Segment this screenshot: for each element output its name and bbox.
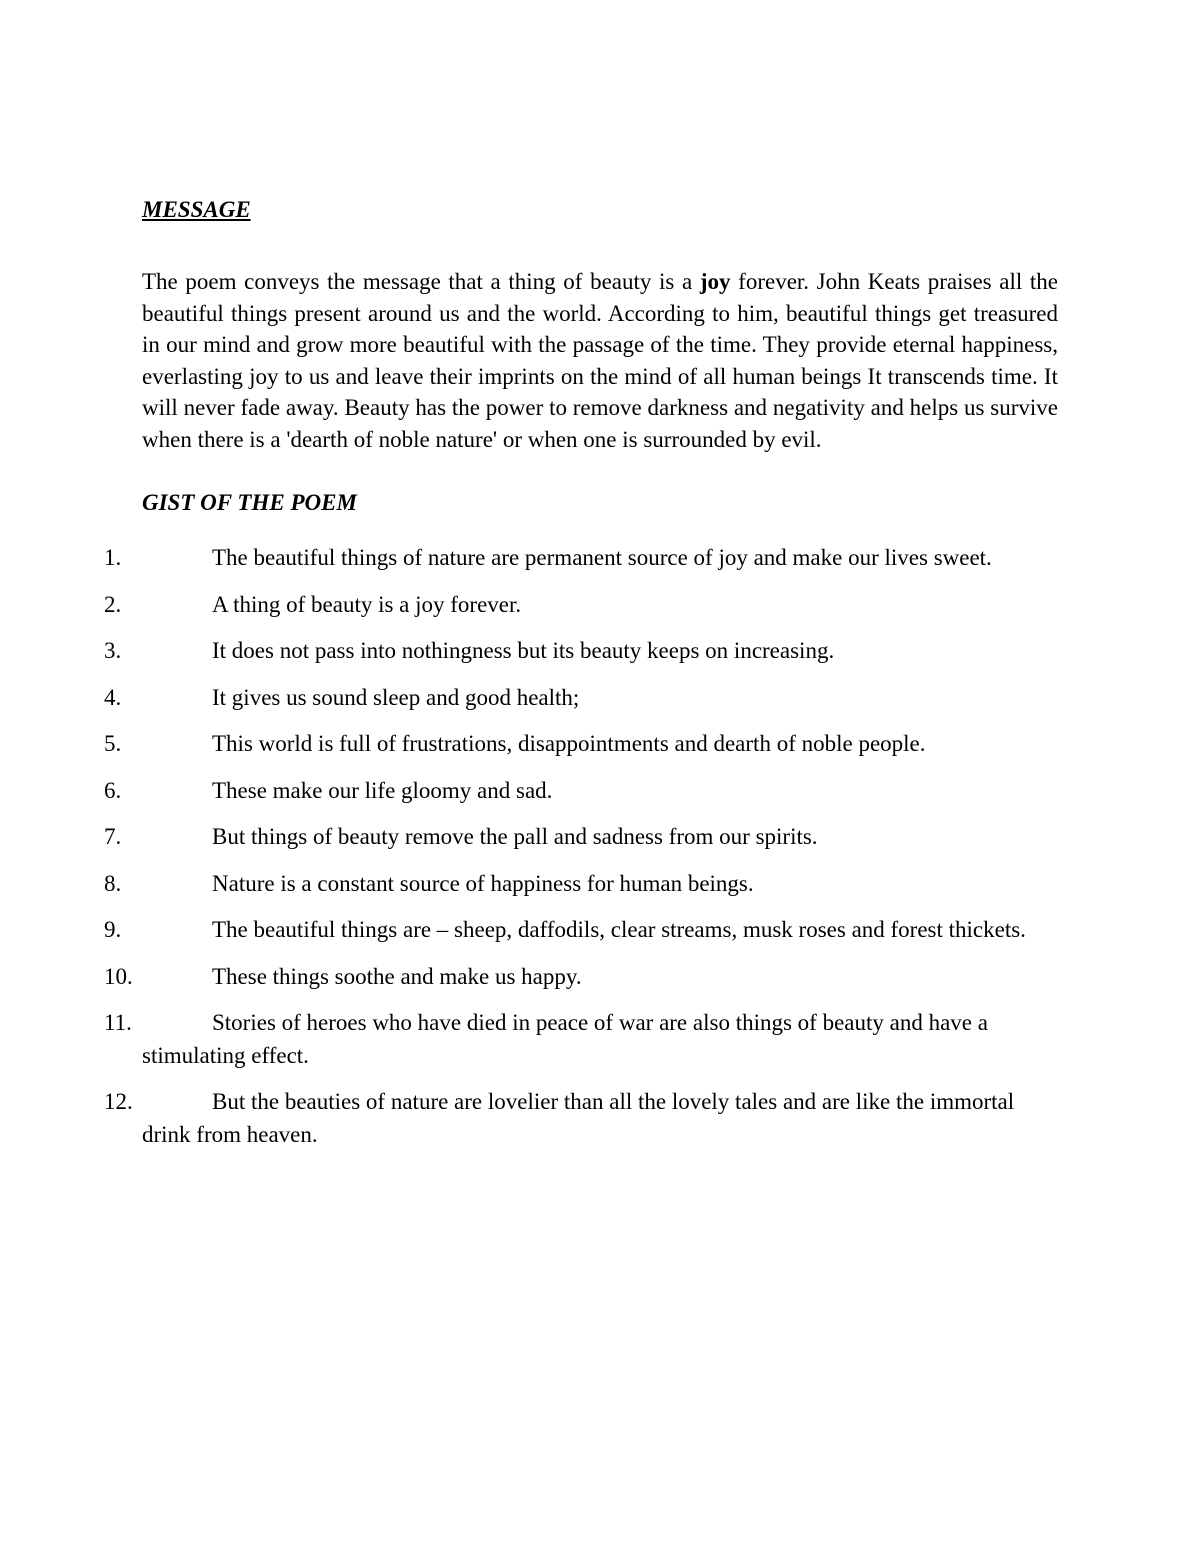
list-item-text: These things soothe and make us happy. (212, 963, 582, 989)
list-item-text: The beautiful things are – sheep, daffodils, clear streams, musk roses and forest thickets. (212, 917, 1026, 942)
message-paragraph (142, 266, 1058, 455)
gist-list (0, 542, 1200, 1165)
gist-heading: GIST OF THE POEM (142, 490, 357, 515)
list-item-text: A thing of beauty is a joy forever. (212, 591, 522, 617)
list-item-text: Stories of heroes who have died in peace of war are also things of beauty and have a stimulating effect. (142, 1010, 988, 1068)
list-item-text: Nature is a constant source of happiness for human beings. (212, 870, 754, 896)
list-item-text: But the beauties of nature are lovelier than all the lovely tales and are like the immortal drink from heaven. (142, 1089, 1015, 1147)
list-item (0, 635, 1200, 668)
list-item-number: 10. (104, 963, 133, 989)
list-item (0, 914, 1200, 947)
list-item-number: 5. (104, 731, 122, 756)
list-item (0, 1086, 1200, 1151)
list-item-number: 8. (104, 870, 122, 896)
message-bold-word: joy (699, 269, 731, 294)
list-item-text: It gives us sound sleep and good health; (212, 684, 580, 710)
list-item (0, 821, 1200, 854)
message-text-rest: forever. John Keats praises all the beautiful things present around us and the world. According to him, beautiful things get treasured in our mind and grow more beautiful with the passage of the time. They provide eternal happiness, everlasting joy to us and leave their imprints on the mind of all human beings It transcends time. It will never fade away. Beauty has the power to remove darkness and negativity and helps us survive when there is a 'dearth of noble nature' or when one is surrounded by evil. (142, 269, 1058, 452)
list-item-number: 6. (104, 777, 122, 803)
list-item-number: 11. (104, 1010, 132, 1035)
list-item (0, 1007, 1200, 1072)
list-item-text: These make our life gloomy and sad. (212, 777, 553, 803)
list-item-text: But things of beauty remove the pall and sadness from our spirits. (212, 824, 818, 849)
list-item-text: The beautiful things of nature are permanent source of joy and make our lives sweet. (212, 545, 992, 570)
list-item-number: 1. (104, 545, 122, 570)
list-item (0, 868, 1200, 901)
list-item-text: It does not pass into nothingness but its beauty keeps on increasing. (212, 638, 835, 663)
list-item (0, 542, 1200, 575)
list-item (0, 728, 1200, 761)
list-item-number: 7. (104, 824, 122, 849)
list-item (0, 775, 1200, 808)
list-item (0, 589, 1200, 622)
list-item-text: This world is full of frustrations, disappointments and dearth of noble people. (212, 731, 926, 756)
list-item-number: 9. (104, 917, 122, 942)
list-item-number: 12. (104, 1089, 133, 1114)
list-item (0, 682, 1200, 715)
list-item-number: 4. (104, 684, 122, 710)
message-text-start: The poem conveys the message that a thing of beauty is a (142, 269, 700, 294)
list-item-number: 2. (104, 591, 122, 617)
list-item (0, 961, 1200, 994)
message-heading: MESSAGE (142, 197, 251, 222)
list-item-number: 3. (104, 638, 122, 663)
